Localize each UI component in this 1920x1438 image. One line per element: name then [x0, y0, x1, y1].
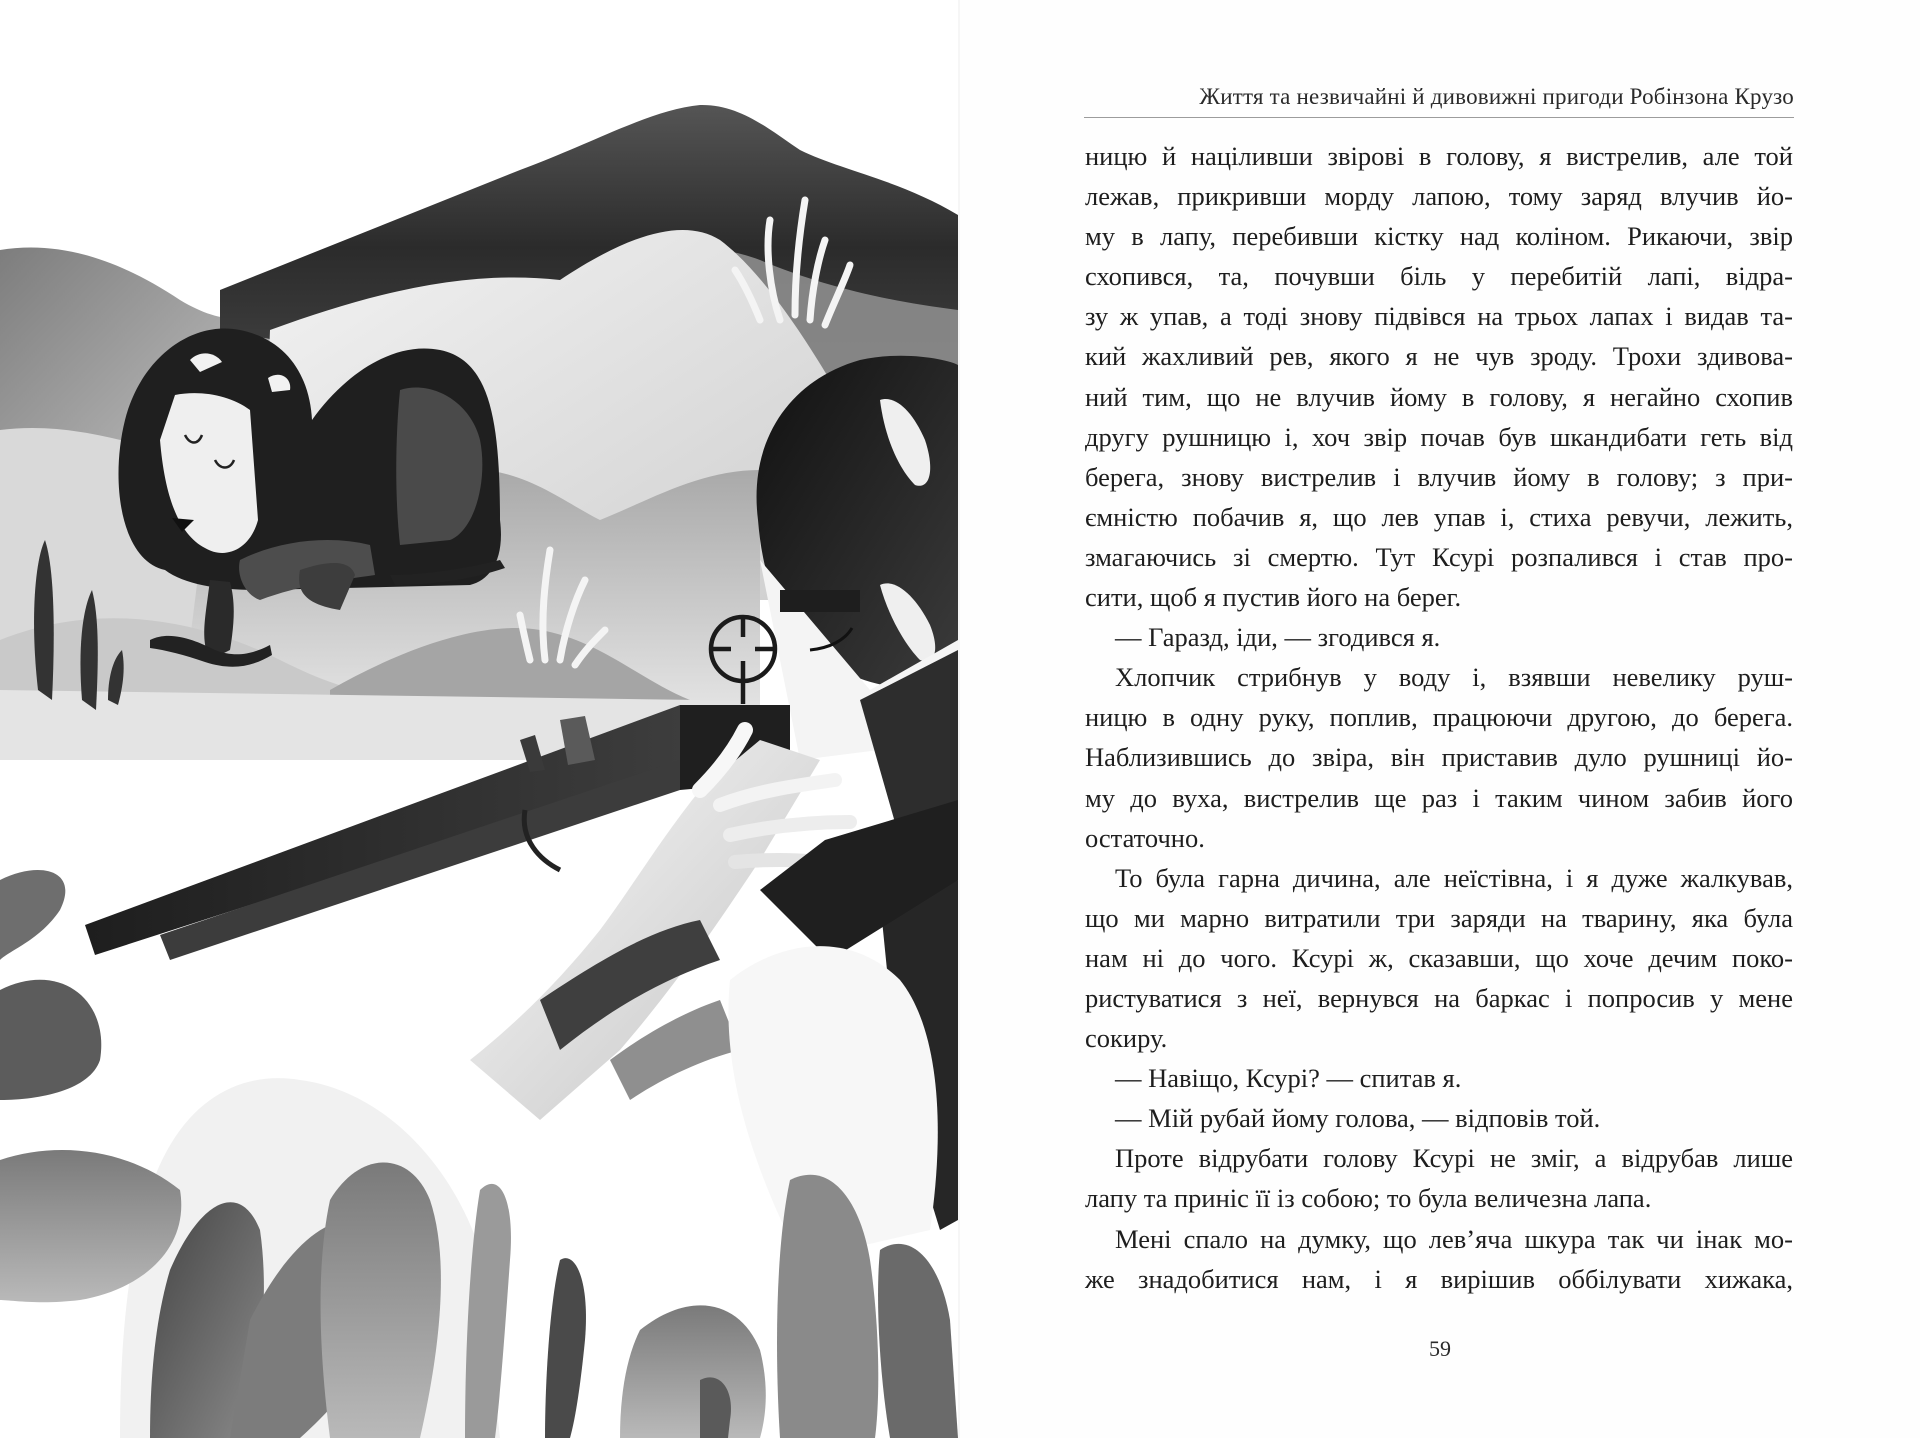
text-line: Хлопчик стрибнув у воду і, взявши невелику руш-	[1115, 662, 1793, 693]
text-line: змагаючись зі смертю. Тут Ксурі розпалився і став про-	[1085, 541, 1793, 572]
page-number: 59	[1429, 1336, 1451, 1361]
text-line: лежав, прикривши морду лапою, тому заряд влучив йо-	[1085, 181, 1793, 212]
text-line: сокиру.	[1085, 1023, 1168, 1054]
text-line: му до вуха, вистрелив ще раз і таким чином забив його	[1085, 782, 1793, 813]
text-line: ємністю побачив я, що лев упав і, стиха ревучи, лежить,	[1085, 501, 1793, 532]
text-line: берега, знову вистрелив і влучив йому в голову; з при-	[1085, 461, 1793, 492]
dialogue-line: — Гаразд, іди, — згодився я.	[1115, 622, 1441, 653]
text-line: остаточно.	[1085, 822, 1205, 853]
text-line: нам ні до чого. Ксурі ж, сказавши, що хоче дечим поко-	[1085, 942, 1793, 973]
text-line: Мені спало на думку, що лев’яча шкура так чи інак мо-	[1115, 1223, 1793, 1254]
text-line: схопився, та, почувши біль у перебитій лапі, відра-	[1085, 261, 1793, 292]
dialogue-line: — Навіщо, Ксурі? — спитав я.	[1115, 1063, 1462, 1094]
text-line: кий жахливий рев, якого я не чув зроду. Трохи здивова-	[1085, 341, 1793, 372]
running-head-rule	[1084, 117, 1794, 118]
text-line: же знадобитися нам, і я вирішив оббілувати хижака,	[1085, 1263, 1793, 1294]
text-line: ристуватися з неї, вернувся на баркас і попросив у мене	[1085, 982, 1793, 1013]
body-text	[1085, 136, 1793, 1299]
text-line: що ми марно витратили три заряди на тварину, яка була	[1085, 902, 1793, 933]
running-head: Життя та незвичайні й дивовижні пригоди Робінзона Крузо	[1199, 84, 1794, 109]
text-line: сити, щоб я пустив його на берег.	[1085, 582, 1462, 613]
text-line: ницю в одну руку, поплив, працюючи другою, до берега.	[1085, 702, 1793, 733]
text-line: лапу та приніс її із собою; то була величезна лапа.	[1085, 1183, 1652, 1214]
right-page	[960, 0, 1920, 1438]
text-line: му в лапу, перебивши кістку над коліном. Рикаючи, звір	[1085, 221, 1793, 252]
text-line: другу рушницю і, хоч звір почав був шкандибати геть від	[1085, 421, 1793, 452]
text-line: Проте відрубати голову Ксурі не зміг, а відрубав лише	[1115, 1143, 1793, 1174]
text-line: То була гарна дичина, але неїстівна, і я дуже жалкував,	[1115, 862, 1793, 893]
text-line: ний тим, що не влучив йому в голову, я негайно схопив	[1085, 381, 1793, 412]
text-line: зу ж упав, а тоді знову підвівся на трьох лапах і видав та-	[1085, 301, 1793, 332]
text-line: ницю й націливши звірові в голову, я вистрелив, але той	[1085, 141, 1793, 171]
dialogue-line: — Мій рубай йому голова, — відповів той.	[1115, 1103, 1601, 1134]
text-line: Наблизившись до звіра, він приставив дуло рушниці йо-	[1085, 742, 1793, 773]
